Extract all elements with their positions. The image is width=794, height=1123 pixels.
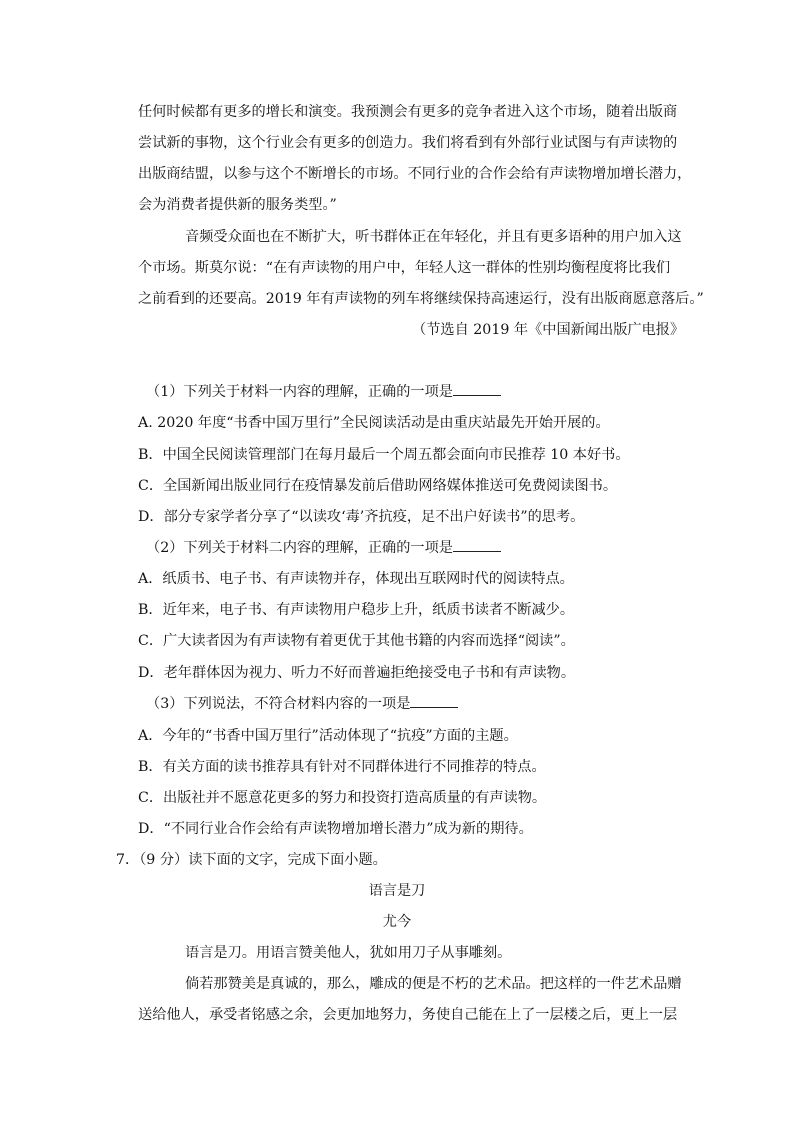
source-citation: （节选自 2019 年《中国新闻出版广电报》 xyxy=(412,322,685,338)
question-header: 7．（9 分）读下面的文字，完成下面小题。 xyxy=(116,852,387,868)
option-b: B．中国全民阅读管理部门在每月最后一个周五都会面向市民推荐 10 本好书。 xyxy=(138,447,630,463)
option-c: C．全国新闻出版业同行在疫情暴发前后借助网络媒体推送可免费阅读图书。 xyxy=(138,478,618,494)
answer-blank xyxy=(453,539,501,552)
option-c: C．广大读者因为有声读物有着更优于其他书籍的内容而选择“阅读”。 xyxy=(138,633,575,649)
text-line: 尝试新的事物，这个行业会有更多的创造力。我们将看到有外部行业试图与有声读物的 xyxy=(138,135,678,151)
essay-author: 尤今 xyxy=(382,914,412,930)
option-a: A．今年的“书香中国万里行”活动体现了“抗疫”方面的主题。 xyxy=(138,728,518,744)
question-stem: （1）下列关于材料一内容的理解，正确的一项是 xyxy=(146,382,501,402)
text-line: 送给他人，承受者铭感之余，会更加地努力，务使自己能在上了一层楼之后，更上一层 xyxy=(138,1007,678,1023)
text-line: 之前看到的还要高。2019 年有声读物的列车将继续保持高速运行，没有出版商愿意落后。” xyxy=(138,291,704,307)
question-stem: （2）下列关于材料二内容的理解，正确的一项是 xyxy=(146,538,501,558)
text-line: 会为消费者提供新的服务类型。” xyxy=(138,197,337,213)
answer-blank xyxy=(410,695,458,708)
text-line: 任何时候都有更多的增长和演变。我预测会有更多的竞争者进入这个市场，随着出版商 xyxy=(138,104,678,120)
option-c: C．出版社并不愿意花更多的努力和投资打造高质量的有声读物。 xyxy=(138,790,547,806)
option-d: D．“不同行业合作会给有声读物增加增长潜力”成为新的期待。 xyxy=(138,821,533,837)
option-a: A．纸质书、电子书、有声读物并存，体现出互联网时代的阅读特点。 xyxy=(138,571,574,587)
essay-title: 语言是刀 xyxy=(368,883,426,899)
text-line: 个市场。斯莫尔说：“在有声读物的用户中，年轻人这一群体的性别均衡程度将比我们 xyxy=(138,260,671,276)
option-b: B．有关方面的读书推荐具有针对不同群体进行不同推荐的特点。 xyxy=(138,759,546,775)
text-line: 倘若那赞美是真诚的，那么，雕成的便是不朽的艺术品。把这样的一件艺术品赠 xyxy=(185,976,682,992)
text-line: 音频受众面也在不断扩大，听书群体正在年轻化，并且有更多语种的用户加入这 xyxy=(185,229,682,245)
option-d: D．部分专家学者分享了“以读攻‘毒’齐抗疫，足不出户好读书”的思考。 xyxy=(138,509,585,525)
option-a: A. 2020 年度“书香中国万里行”全民阅读活动是由重庆站最先开始开展的。 xyxy=(138,415,610,431)
text-line: 语言是刀。用语言赞美他人，犹如用刀子从事雕刻。 xyxy=(185,945,512,961)
option-b: B．近年来，电子书、有声读物用户稳步上升，纸质书读者不断减少。 xyxy=(138,602,575,618)
option-d: D．老年群体因为视力、听力不好而普遍拒绝接受电子书和有声读物。 xyxy=(138,665,576,681)
question-stem: （3）下列说法，不符合材料内容的一项是 xyxy=(146,694,458,714)
answer-blank xyxy=(453,383,501,396)
text-line: 出版商结盟，以参与这个不断增长的市场。不同行业的合作会给有声读物增加增长潜力， xyxy=(138,166,692,182)
